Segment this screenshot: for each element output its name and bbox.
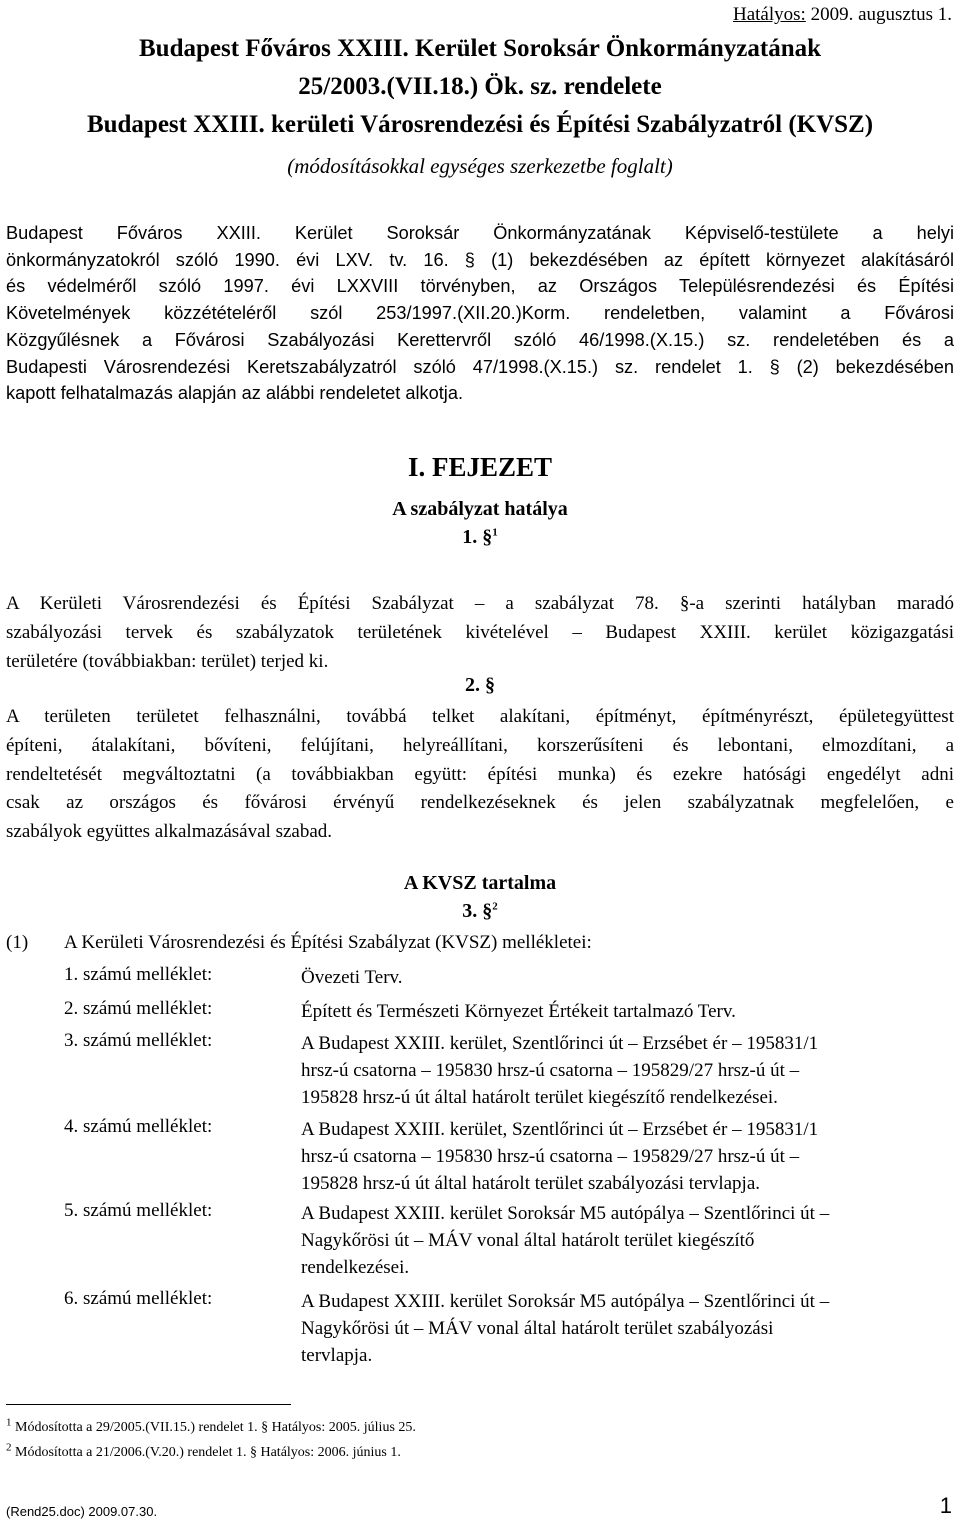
annex-line: A Budapest XXIII. kerület Soroksár M5 autópálya – Szentlőrinci út – [301,1203,830,1224]
preamble-line: Közgyűlésnek a Fővárosi Szabályozási Kerettervről szóló 46/1998.(X.15.) sz. rendeletében és a [6,329,954,350]
annex-line: tervlapja. [301,1345,373,1366]
title-line-1: Budapest Főváros XXIII. Kerület Soroksár Önkormányzatának [138,35,822,62]
annex-text [301,964,403,991]
annex-text [301,998,736,1025]
annex-label: 5. számú melléklet: [64,1200,213,1221]
annex-line: hrsz-ú csatorna – 195830 hrsz-ú csatorna – 195829/27 hrsz-ú út – [301,1146,800,1167]
annex-line: A Budapest XXIII. kerület Soroksár M5 autópálya – Szentlőrinci út – [301,1291,830,1312]
preamble-line: kapott felhatalmazás alapján az alábbi rendeletet alkotja. [6,383,464,404]
annex-line: Nagykőrösi út – MÁV vonal által határolt terület szabályozási [301,1318,774,1339]
annex-line: rendelkezései. [301,1257,410,1278]
annex-line: 195828 hrsz-ú út által határolt terület kiegészítő rendelkezései. [301,1087,778,1108]
text-line: szabályozási tervek és szabályzatok területének kivételével – Budapest XXIII. kerület közigazgatási [6,621,954,643]
footnote-separator [6,1404,291,1405]
section-1-label [0,526,960,549]
section-2-label: 2. § [465,674,495,696]
annex-label: 1. számú melléklet: [64,964,213,985]
footnote-2 [6,1441,401,1461]
annex-line: Övezeti Terv. [301,967,403,988]
section-heading: A szabályzat hatálya [392,498,568,520]
title-line-3: Budapest XXIII. kerületi Városrendezési és Építési Szabályzatról (KVSZ) [86,111,874,138]
section-2-text [6,703,954,847]
annex-line: A Budapest XXIII. kerület, Szentlőrinci út – Erzsébet ér – 195831/1 [301,1033,819,1054]
effective-date [733,4,952,26]
text-line: A Kerületi Városrendezési és Építési Szabályzat – a szabályzat 78. §-a szerinti hatályban maradó [6,593,954,614]
effective-date-value: 2009. augusztus 1. [810,4,952,25]
footnote-ref: 1 [492,526,498,539]
footer-filename: (Rend25.doc) 2009.07.30. [6,1504,158,1519]
annex-line: A Budapest XXIII. kerület, Szentlőrinci út – Erzsébet ér – 195831/1 [301,1119,819,1140]
annex-label: 3. számú melléklet: [64,1030,213,1051]
preamble-line: Budapest Főváros XXIII. Kerület Soroksár Önkormányzatának Képviselő-testülete a helyi [6,223,954,243]
annex-label: 6. számú melléklet: [64,1288,213,1309]
item-text: A Kerületi Városrendezési és Építési Szabályzat (KVSZ) mellékletei: [64,932,592,953]
annex-line: 195828 hrsz-ú út által határolt terület szabályozási tervlapja. [301,1173,760,1194]
annex-text [301,1030,818,1111]
section-number: 1. § [462,526,493,548]
preamble-line: önkormányzatokról szóló 1990. évi LXV. tv. 16. § (1) bekezdésében az épített környezet alakításáról [6,249,954,270]
text-line: építeni, átalakítani, bővíteni, felújítani, helyreállítani, korszerűsíteni és lebontani, elmozdítani, a [6,734,954,756]
kvsz-heading: A KVSZ tartalma [403,872,557,894]
preamble-line: és védelméről szóló 1997. évi LXXVIII törvényben, az Országos Településrendezési és Építési [6,276,954,297]
footnote-text: Módosította a 21/2006.(V.20.) rendelet 1. § Hatályos: 2006. június 1. [15,1445,401,1460]
text-line: szabályok együttes alkalmazásával szabad. [6,821,333,843]
text-line: csak az országos és fővárosi érvényű rendelkezéseknek és jelen szabályzatnak megfelelően, e [6,792,954,814]
annex-text [301,1200,829,1281]
footnote-number: 2 [6,1441,12,1454]
footnote-ref: 2 [492,900,498,913]
section-3-label [0,900,960,923]
footnote-1 [6,1416,416,1436]
title-line-2: 25/2003.(VII.18.) Ök. sz. rendelete [298,73,662,100]
chapter-heading: I. FEJEZET [407,452,553,482]
page-number: 1 [939,1493,952,1518]
annex-line: Nagykőrösi út – MÁV vonal által határolt terület kiegészítő [301,1230,755,1251]
annex-text [301,1288,829,1369]
preamble [6,220,954,407]
subtitle: (módosításokkal egységes szerkezetbe foglalt) [287,154,673,178]
text-line: A területen területet felhasználni, továbbá telket alakítani, építményt, építményrészt, épületegyüttest [6,706,954,727]
footnote-number: 1 [6,1416,12,1429]
annex-text [301,1116,818,1197]
preamble-line: Budapesti Városrendezési Keretszabályzatról szóló 47/1998.(X.15.) sz. rendelet 1. § (2) bekezdésében [6,356,954,377]
footnote-text: Módosította a 29/2005.(VII.15.) rendelet 1. § Hatályos: 2005. július 25. [15,1420,416,1435]
text-line: területére (továbbiakban: terület) terjed ki. [6,650,329,672]
effective-label: Hatályos: [732,4,806,25]
annex-line: Épített és Természeti Környezet Értékeit tartalmazó Terv. [301,1001,736,1022]
annex-label: 4. számú melléklet: [64,1116,213,1137]
item-number: (1) [6,932,29,953]
section-number: 3. § [462,900,493,922]
preamble-line: Követelmények közzétételéről szól 253/1997.(XII.20.)Korm. rendeletben, valamint a Fővárosi [6,303,954,324]
annex-line: hrsz-ú csatorna – 195830 hrsz-ú csatorna – 195829/27 hrsz-ú út – [301,1060,800,1081]
section-1-text [6,590,954,676]
annex-label: 2. számú melléklet: [64,998,213,1019]
text-line: rendeltetését megváltoztatni (a továbbiakban együtt: építési munka) és ezekre hatósági engedélyt adni [6,763,954,785]
